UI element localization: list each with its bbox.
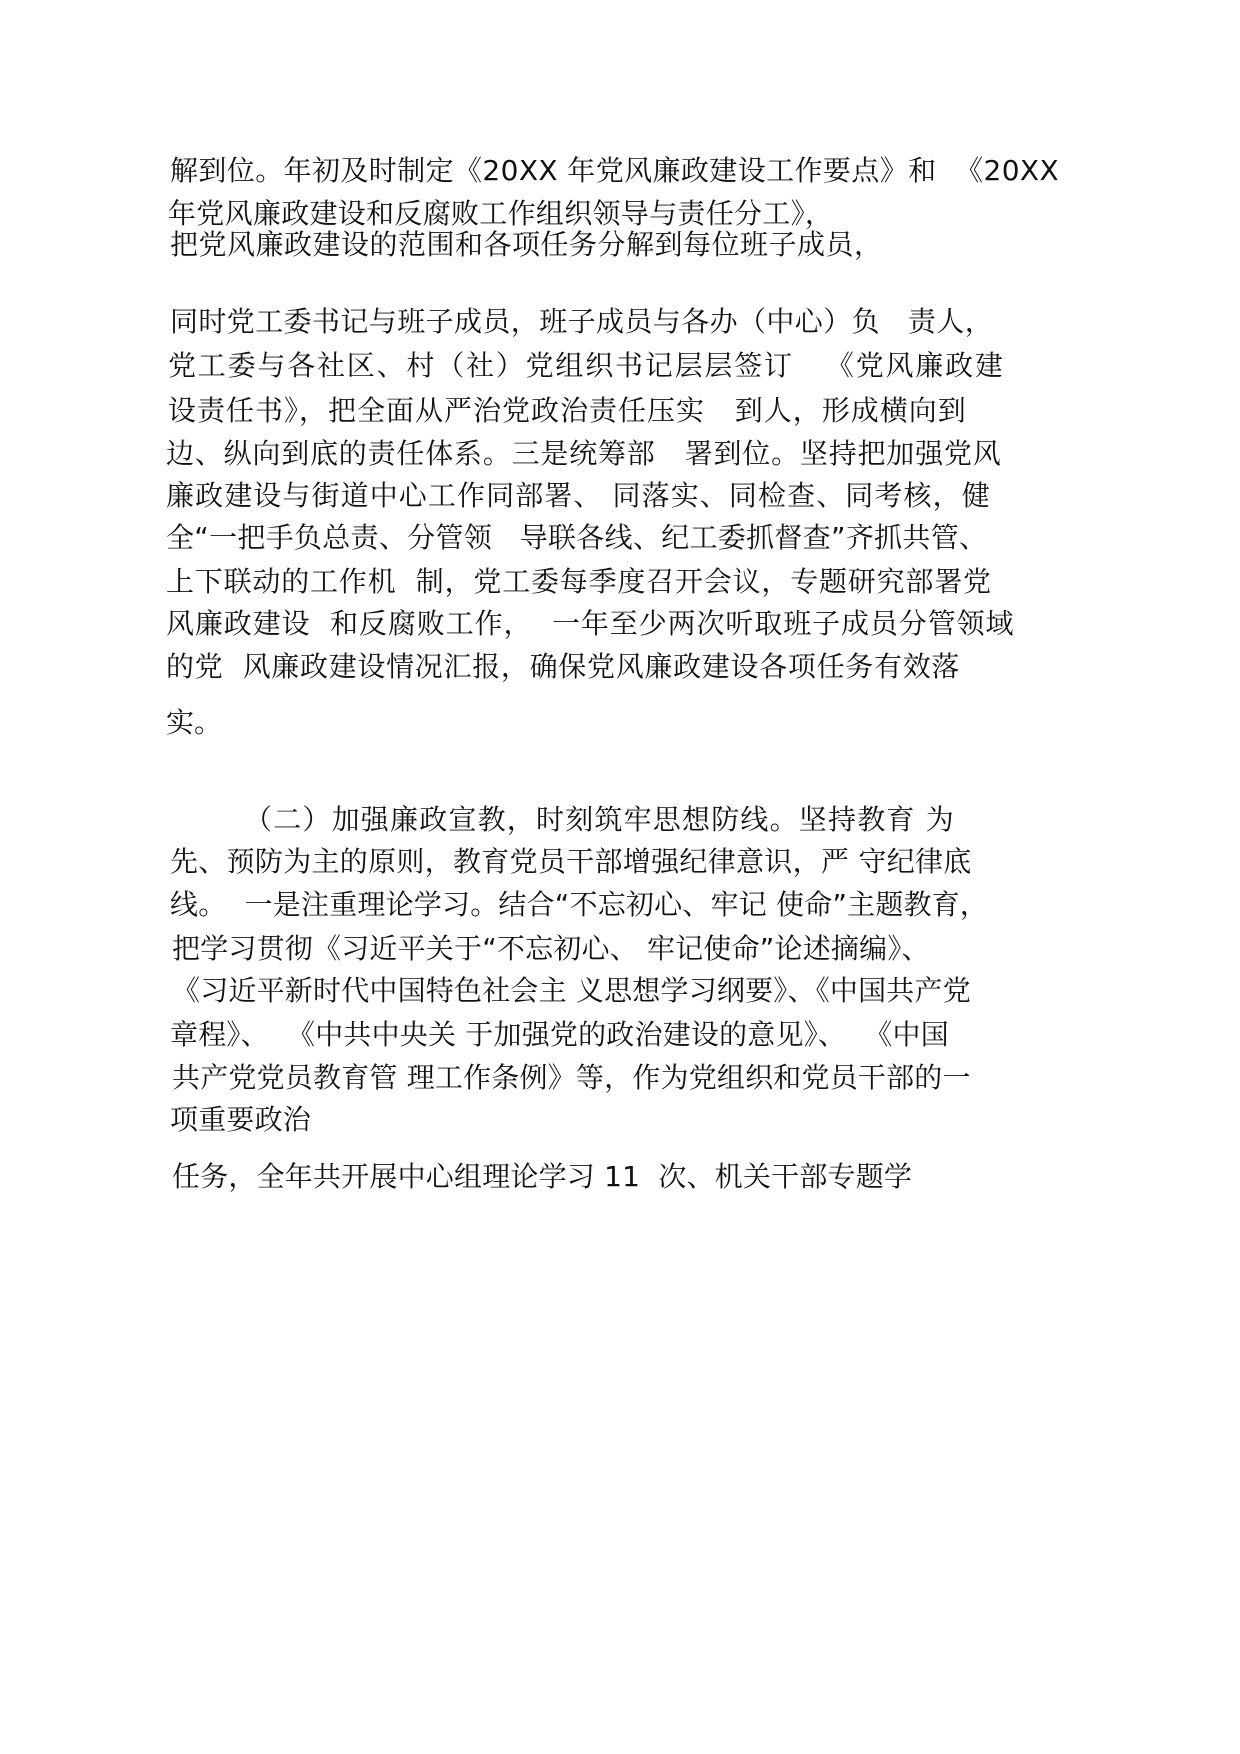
paragraph-1-line-9: 全“一把手负总责、分管领 导联各线、纪工委抓督查”齐抓共管、 [166, 521, 988, 554]
paragraph-1-line-11: 风廉政建设 和反腐败工作， 一年至少两次听取班子成员分管领域 [166, 607, 1015, 640]
paragraph-1-line-13: 实。 [166, 706, 223, 739]
paragraph-1-line-5: 党工委与各社区、村（社）党组织书记层层签订 《党风廉政建 [168, 349, 1005, 382]
paragraph-1-line-3: 把党风廉政建设的范围和各项任务分解到每位班子成员， [170, 228, 883, 261]
paragraph-2-line-6: 章程》、 《中共中央关 于加强党的政治建设的意见》、 《中国 [170, 1018, 949, 1051]
paragraph-2-line-5: 《习近平新时代中国特色社会主 义思想学习纲要》、《中国共产党 [172, 974, 971, 1007]
paragraph-1-line-1: 解到位。年初及时制定《20XX 年党风廉政建设工作要点》和 《20XX [170, 154, 1060, 187]
paragraph-2-line-3: 线。 一是注重理论学习。结合“不忘初心、牢记 使命”主题教育， [170, 888, 989, 921]
paragraph-1-line-7: 边、纵向到底的责任体系。三是统筹部 署到位。坚持把加强党风 [166, 437, 1002, 470]
paragraph-2-line-2: 先、预防为主的原则，教育党员干部增强纪律意识，严 守纪律底 [170, 845, 972, 878]
paragraph-2-line-4: 把学习贯彻《习近平关于“不忘初心、 牢记使命”论述摘编》、 [172, 932, 930, 965]
paragraph-1-line-2: 年党风廉政建设和反腐败工作组织领导与责任分工》， [168, 197, 834, 230]
paragraph-1-line-6: 设责任书》，把全面从严治党政治责任压实 到人，形成横向到 [168, 394, 967, 427]
paragraph-2-line-8: 项重要政治 [170, 1103, 312, 1136]
paragraph-1-line-8: 廉政建设与街道中心工作同部署、 同落实、同检查、同考核，健 [166, 479, 991, 512]
paragraph-2-line-9: 任务，全年共开展中心组理论学习 11 次、机关干部专题学 [172, 1160, 913, 1193]
paragraph-2-line-1: （二）加强廉政宣教，时刻筑牢思想防线。坚持教育 为 [244, 803, 955, 836]
paragraph-1-line-12: 的党 风廉政建设情况汇报，确保党风廉政建设各项任务有效落 [166, 650, 961, 683]
paragraph-1-line-10: 上下联动的工作机 制，党工委每季度召开会议，专题研究部署党 [166, 565, 992, 598]
paragraph-1-line-4: 同时党工委书记与班子成员，班子成员与各办（中心）负 责人， [170, 305, 994, 338]
paragraph-2-line-7: 共产党党员教育管 理工作条例》等，作为党组织和党员干部的一 [172, 1061, 971, 1094]
